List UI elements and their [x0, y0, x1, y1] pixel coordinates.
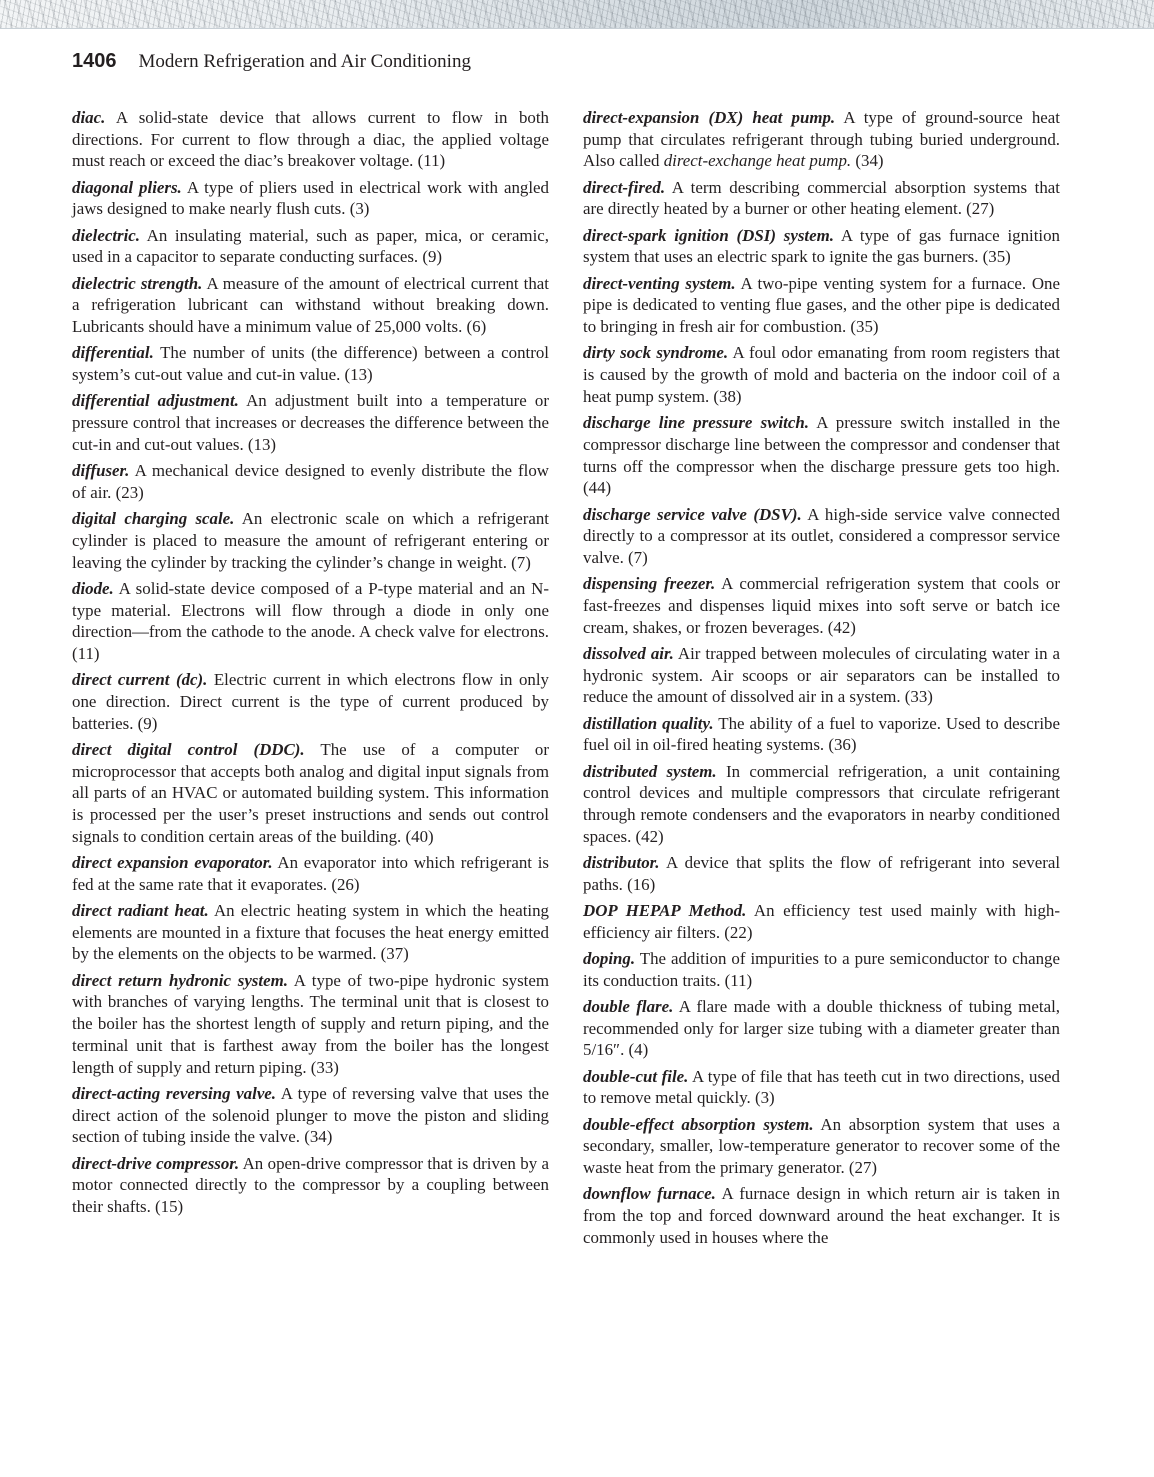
- glossary-term: downflow furnace.: [583, 1184, 716, 1204]
- glossary-term: double flare.: [583, 997, 674, 1017]
- glossary-column-right: [583, 107, 1060, 1253]
- glossary-definition: A mechanical device designed to evenly distribute the flow of air. (23): [72, 461, 550, 502]
- glossary-definition: An evaporator into which refrigerant is fed at the same rate that it evaporates. (26): [72, 853, 549, 894]
- glossary-entry: [72, 273, 549, 338]
- book-title: Modern Refrigeration and Air Conditioning: [138, 51, 471, 72]
- glossary-term: diffuser.: [72, 461, 130, 481]
- glossary-definition: A measure of the amount of electrical current that a refrigeration lubricant can withstand without breaking down. Lubricants should have a minimum value of 25,000 volts. (6): [72, 273, 549, 337]
- glossary-term: distillation quality.: [583, 713, 714, 733]
- glossary-definition: A solid-state device that allows current to flow in both directions. For current to flow through a diac, the applied voltage must reach or exceed the diac’s breakover voltage. (11): [72, 108, 549, 171]
- page-number: 1406: [72, 50, 117, 72]
- glossary-definition: An absorption system that uses a secondary, smaller, low-temperature generator to recover some of the waste heat from the primary generator. (27): [583, 1114, 1060, 1178]
- glossary-entry: [72, 107, 549, 172]
- glossary-term: direct current (dc).: [72, 670, 208, 690]
- glossary-definition: A type of reversing valve that uses the direct action of the solenoid plunger to move the piston and sliding section of tubing inside the valve. (34): [72, 1083, 549, 1147]
- glossary-definition: An adjustment built into a temperature or pressure control that increases or decreases the difference between the cut-in and cut-out values. (13): [72, 391, 549, 454]
- glossary-definition: A type of file that has teeth cut in two directions, used to remove metal quickly. (3): [583, 1066, 1060, 1108]
- glossary-entry: [583, 177, 1060, 220]
- glossary-entry: [583, 761, 1060, 848]
- glossary-definition: A type of gas furnace ignition system that uses an electric spark to ignite the gas burners. (35): [583, 225, 1060, 267]
- glossary-definition: A type of ground-source heat pump that circulates refrigerant through tubing buried underground. Also called: [583, 108, 1060, 171]
- glossary-definition: Electric current in which electrons flow in only one direction. Direct current is the type of current produced by batteries. (9): [72, 670, 549, 733]
- glossary-term: digital charging scale.: [72, 509, 235, 529]
- glossary-term: direct-fired.: [583, 177, 666, 197]
- glossary-entry: [583, 225, 1060, 268]
- glossary-entry: [583, 412, 1060, 499]
- glossary-alternate-term: direct-exchange heat pump.: [663, 151, 852, 171]
- glossary-definition: The use of a computer or microprocessor that accepts both analog and digital input signals from all parts of an HVAC or automated building system. This information is processed per the user’s preset instructions and sends out control signals to condition certain areas of the building. (40): [72, 739, 550, 846]
- glossary-term: differential adjustment.: [72, 391, 239, 411]
- glossary-entry: [583, 1114, 1060, 1179]
- glossary-definition: A foul odor emanating from room registers that is caused by the growth of mold and bacteria on the indoor coil of a heat pump system. (38): [583, 343, 1060, 406]
- glossary-entry: [72, 225, 549, 268]
- running-head: [72, 50, 471, 73]
- glossary-entry: [72, 900, 549, 965]
- glossary-term: diagonal pliers.: [72, 177, 182, 197]
- glossary-entry: [72, 460, 549, 503]
- glossary-term: discharge line pressure switch.: [583, 413, 809, 433]
- glossary-term: discharge service valve (DSV).: [583, 504, 802, 524]
- glossary-definition: An electric heating system in which the heating elements are mounted in a fixture that focuses the heat energy emitted by the elements on the objects to be warmed. (37): [72, 901, 550, 964]
- glossary-entry: [72, 852, 549, 895]
- glossary-definition: A type of two-pipe hydronic system with branches of varying lengths. The terminal unit that is closest to the boiler has the shortest length of supply and return piping, and the terminal unit that is farthest away from the boiler has the longest length of supply and return piping. (33): [72, 970, 550, 1077]
- glossary-entry: [583, 713, 1060, 756]
- glossary-definition: The number of units (the difference) between a control system’s cut-out value and cut-in value. (13): [72, 343, 549, 385]
- glossary-entry: [72, 1083, 549, 1148]
- glossary-term: direct-expansion (DX) heat pump.: [583, 108, 836, 127]
- glossary-entry: [72, 177, 549, 220]
- glossary-definition: An efficiency test used mainly with high-efficiency air filters. (22): [583, 901, 1061, 942]
- glossary-definition: A high-side service valve connected directly to a compressor at its outlet, considered a compressor service valve. (7): [583, 504, 1060, 567]
- glossary-definition: Air trapped between molecules of circulating water in a hydronic system. Air scoops or air separators can be installed to reduce the amount of dissolved air in a system. (33): [583, 643, 1060, 707]
- glossary-term: doping.: [583, 949, 636, 969]
- glossary-entry: [72, 578, 549, 665]
- glossary-term: differential.: [72, 343, 154, 363]
- glossary-definition: The ability of a fuel to vaporize. Used to describe fuel oil in oil-fired heating systems. (36): [583, 713, 1060, 755]
- glossary-term: DOP HEPAP Method.: [583, 901, 747, 921]
- glossary-term: direct radiant heat.: [72, 901, 209, 921]
- glossary-term: dielectric strength.: [72, 273, 203, 293]
- glossary-definition: A furnace design in which return air is taken in from the top and forced downward around the heat exchanger. It is commonly used in houses where the: [583, 1184, 1061, 1247]
- glossary-entry: [583, 504, 1060, 569]
- glossary-entry: [583, 1183, 1060, 1248]
- glossary-entry: [583, 573, 1060, 638]
- glossary-term: diac.: [72, 108, 106, 127]
- glossary-term: dielectric.: [72, 225, 140, 245]
- glossary-definition: The addition of impurities to a pure semiconductor to change its conduction traits. (11): [583, 949, 1060, 990]
- glossary-definition: A two-pipe venting system for a furnace. One pipe is dedicated to venting flue gases, and the other pipe is dedicated to bringing in fresh air for combustion. (35): [583, 273, 1060, 337]
- glossary-term: direct-acting reversing valve.: [72, 1083, 277, 1103]
- glossary-definition: A commercial refrigeration system that cools or fast-freezes and dispenses liquid mixes into soft serve or batch ice cream, shakes, or frozen beverages. (42): [583, 574, 1060, 637]
- glossary-term: dirty sock syndrome.: [583, 343, 729, 363]
- glossary-term: distributed system.: [583, 761, 717, 781]
- glossary-term: double-effect absorption system.: [583, 1114, 814, 1134]
- glossary-entry: [72, 970, 549, 1079]
- glossary-definition: A term describing commercial absorption systems that are directly heated by a burner or other heating element. (27): [583, 177, 1060, 219]
- glossary-term: direct digital control (DDC).: [72, 739, 305, 759]
- glossary-entry: [583, 900, 1060, 943]
- glossary-definition: An insulating material, such as paper, mica, or ceramic, used in a capacitor to separate conducting surfaces. (9): [72, 225, 549, 267]
- glossary-entry: [72, 508, 549, 573]
- glossary-entry: [72, 1153, 549, 1218]
- glossary-term: direct expansion evaporator.: [72, 853, 273, 873]
- glossary-term: dissolved air.: [583, 643, 674, 663]
- glossary-entry: [583, 852, 1060, 895]
- glossary-definition: An electronic scale on which a refrigerant cylinder is placed to measure the amount of refrigerant entering or leaving the cylinder by tracking the cylinder’s change in weight. (7): [72, 509, 550, 572]
- glossary-term: dispensing freezer.: [583, 574, 716, 594]
- glossary-definition: A flare made with a double thickness of tubing metal, recommended only for larger size tubing with a diameter greater than 5/16″. (4): [583, 997, 1060, 1060]
- glossary-term: diode.: [72, 578, 114, 598]
- glossary-entry: [583, 1066, 1060, 1109]
- glossary-definition: A pressure switch installed in the compressor discharge line between the compressor and condenser that turns off the compressor when the discharge pressure gets too high. (44): [583, 413, 1060, 498]
- glossary-entry: [72, 390, 549, 455]
- glossary-column-left: [72, 107, 549, 1222]
- glossary-term: double-cut file.: [583, 1066, 689, 1086]
- decorative-header-band: [0, 0, 1154, 29]
- glossary-entry: [72, 669, 549, 734]
- glossary-entry: [583, 107, 1060, 172]
- glossary-definition: In commercial refrigeration, a unit containing control devices and multiple compressors that circulate refrigerant through remote condensers and the evaporators in nearby conditioned spaces. (42): [583, 761, 1060, 846]
- glossary-entry: [72, 342, 549, 385]
- glossary-definition: A solid-state device composed of a P-type material and an N-type material. Electrons will flow through a diode in only one direction—from the cathode to the anode. A check valve for electrons. (11): [72, 578, 549, 663]
- glossary-term: direct-venting system.: [583, 273, 736, 293]
- glossary-definition: An open-drive compressor that is driven by a motor connected directly to the compressor by a coupling between their shafts. (15): [72, 1153, 550, 1216]
- glossary-chapter-ref: (34): [855, 151, 884, 171]
- glossary-term: direct-spark ignition (DSI) system.: [583, 225, 834, 245]
- glossary-entry: [583, 996, 1060, 1061]
- glossary-entry: [583, 342, 1060, 407]
- glossary-entry: [583, 273, 1060, 338]
- glossary-term: distributor.: [583, 853, 660, 873]
- glossary-entry: [583, 948, 1060, 991]
- glossary-term: direct return hydronic system.: [72, 970, 288, 990]
- glossary-entry: [72, 739, 549, 848]
- glossary-entry: [583, 643, 1060, 708]
- glossary-definition: A type of pliers used in electrical work with angled jaws designed to make nearly flush cuts. (3): [72, 177, 549, 219]
- glossary-definition: A device that splits the flow of refrigerant into several paths. (16): [583, 853, 1061, 894]
- glossary-term: direct-drive compressor.: [72, 1153, 240, 1173]
